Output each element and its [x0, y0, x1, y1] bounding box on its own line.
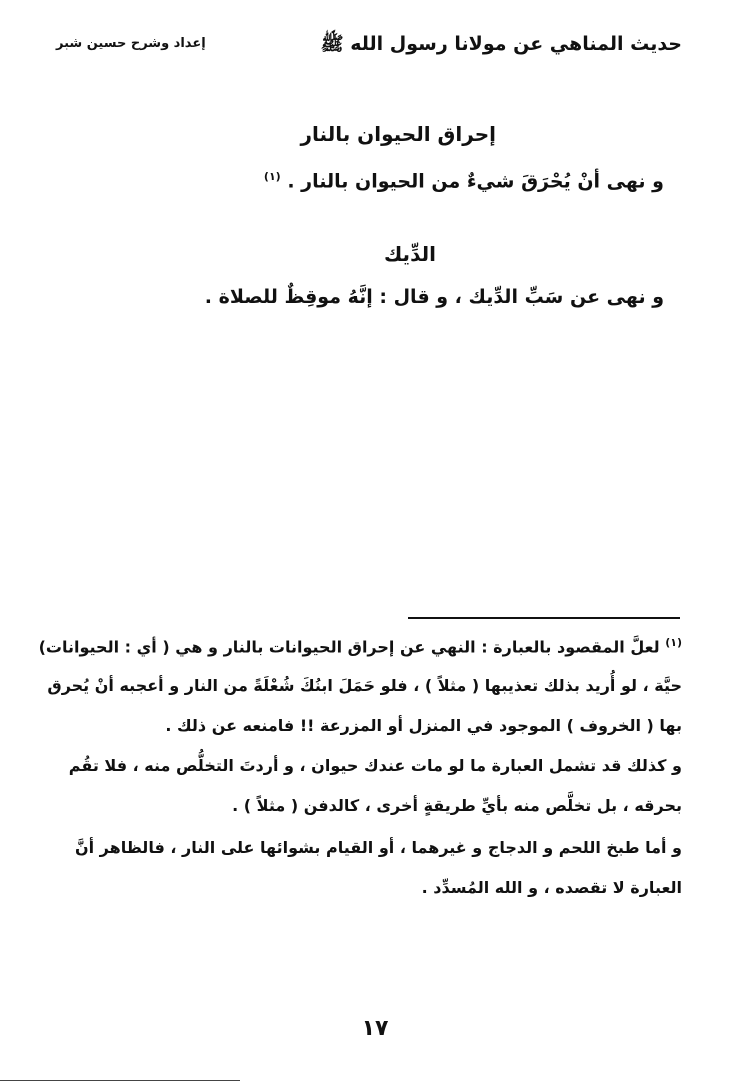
footnote-line: بها ( الخروف ) الموجود في المنزل أو المزرعة !! فامنعه عن ذلك . — [165, 716, 682, 735]
footnote-line: حيَّة ، لو أُريد بذلك تعذيبها ( مثلاً ) ، فلو حَمَلَ ابنُكَ شُعْلَةً من النار و أعجبه أنْ يُحرق — [47, 676, 682, 695]
footnote-line: و أما طبخ اللحم و الدجاج و غيرهما ، أو القيام بشوائها على النار ، فالظاهر أنَّ — [74, 838, 682, 857]
footnote-line — [38, 636, 682, 657]
footnote-text: لعلَّ المقصود بالعبارة : النهي عن إحراق الحيوانات بالنار و هي ( أي : الحيوانات) — [38, 637, 660, 657]
footnote-marker: (١) — [665, 636, 682, 649]
footnote-divider — [408, 617, 680, 619]
footnote-line: بحرقه ، بل تخلَّص منه بأيِّ طريقةٍ أخرى ، كالدفن ( مثلاً ) . — [232, 796, 682, 815]
section-heading-burning-animals: إحراق الحيوان بالنار — [300, 122, 496, 146]
hadith-text: و نهى عن سَبِّ الدِّيك ، و قال : إنَّهُ موقِظٌ للصلاة . — [204, 286, 664, 308]
footnote-line: العبارة لا تقصده ، و الله المُسدِّد . — [421, 878, 682, 897]
section-text-burning-animals — [44, 170, 664, 192]
hadith-text: و نهى أنْ يُحْرَقَ شيءٌ من الحيوان بالنار . — [287, 170, 664, 193]
running-header-title: حديث المناهي عن مولانا رسول الله ﷺ — [320, 33, 682, 55]
section-heading-rooster: الدِّيك — [383, 242, 436, 266]
page-number: ١٧ — [361, 1016, 389, 1041]
running-header-author: إعداد وشرح حسين شبر — [56, 36, 206, 51]
footnote-line: و كذلك قد تشمل العبارة ما لو مات عندك حيوان ، و أردتَ التخلُّص منه ، فلا تقُم — [68, 756, 682, 775]
scan-edge-line — [0, 1080, 240, 1081]
section-text-rooster — [44, 286, 664, 308]
footnote-reference: (١) — [263, 170, 281, 183]
